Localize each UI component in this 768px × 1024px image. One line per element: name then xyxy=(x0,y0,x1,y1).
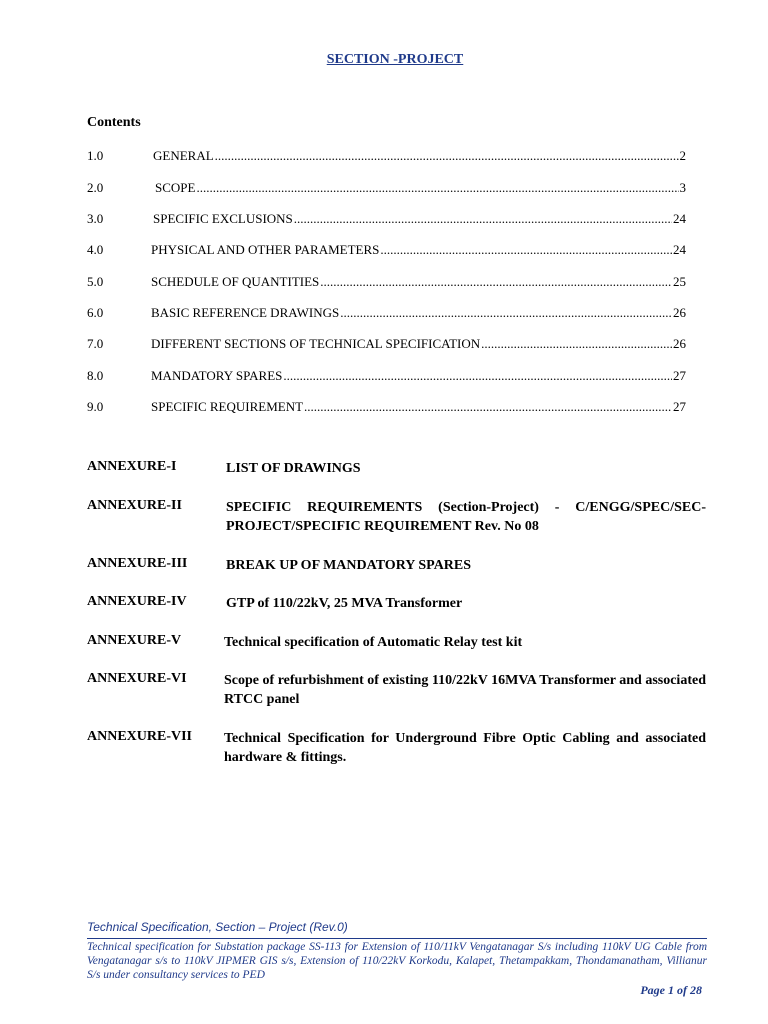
toc-page: 24 xyxy=(673,242,686,257)
toc-leader xyxy=(320,274,672,290)
section-title: SECTION -PROJECT xyxy=(326,52,464,67)
annexure-key: ANNEXURE-VII xyxy=(87,729,193,744)
toc-page: 26 xyxy=(673,336,686,351)
toc-entry[interactable] xyxy=(87,274,686,290)
toc-number: 8.0 xyxy=(87,368,104,383)
page-number: Page 1 of 28 xyxy=(640,983,702,997)
toc-page: 27 xyxy=(673,399,686,414)
toc-label: DIFFERENT SECTIONS OF TECHNICAL SPECIFICATION xyxy=(151,336,481,351)
footer-title: Technical Specification, Section – Project (Rev.0) xyxy=(87,920,348,934)
annexure-row xyxy=(87,633,706,652)
toc-entry[interactable] xyxy=(87,399,686,415)
toc-label: SPECIFIC REQUIREMENT xyxy=(151,399,304,414)
annexure-key: ANNEXURE-IV xyxy=(87,594,187,609)
toc-leader xyxy=(294,211,672,227)
annexure-key: ANNEXURE-V xyxy=(87,633,182,648)
toc-number: 2.0 xyxy=(87,180,104,195)
toc-entry[interactable] xyxy=(87,180,686,196)
annexure-row xyxy=(87,556,706,575)
toc-entry[interactable] xyxy=(87,305,686,321)
annexure-title: SPECIFIC REQUIREMENTS (Section-Project) - C/ENGG/SPEC/SEC-PROJECT/SPECIFIC REQUIREMENT Rev. No 08 xyxy=(226,500,706,534)
toc-page: 27 xyxy=(673,368,686,383)
contents-heading: Contents xyxy=(87,115,141,130)
toc-number: 1.0 xyxy=(87,148,104,163)
annexure-key: ANNEXURE-II xyxy=(87,498,182,513)
toc-page: 2 xyxy=(679,148,686,163)
toc-entry[interactable] xyxy=(87,368,686,384)
toc-label: SCOPE xyxy=(155,180,196,195)
toc-leader xyxy=(196,180,678,196)
toc-entry[interactable] xyxy=(87,336,686,352)
annexure-row xyxy=(87,459,706,478)
annexure-row xyxy=(87,729,706,767)
toc-leader xyxy=(481,336,672,352)
annexure-title: Technical specification of Automatic Relay test kit xyxy=(224,635,523,650)
annexure-title: Scope of refurbishment of existing 110/22kV 16MVA Transformer and associated RTCC panel xyxy=(224,673,706,707)
toc-page: 3 xyxy=(679,180,686,195)
annexure-key: ANNEXURE-I xyxy=(87,459,177,474)
annexure-key: ANNEXURE-VI xyxy=(87,671,187,686)
toc-label: SCHEDULE OF QUANTITIES xyxy=(151,274,320,289)
toc-label: PHYSICAL AND OTHER PARAMETERS xyxy=(151,242,380,257)
toc-label: BASIC REFERENCE DRAWINGS xyxy=(151,305,340,320)
toc-number: 7.0 xyxy=(87,336,104,351)
toc-page: 24 xyxy=(673,211,686,226)
toc-entry[interactable] xyxy=(87,148,686,164)
toc-page: 26 xyxy=(673,305,686,320)
annexure-title: BREAK UP OF MANDATORY SPARES xyxy=(226,558,472,573)
toc-leader xyxy=(340,305,672,321)
toc-number: 3.0 xyxy=(87,211,104,226)
toc-number: 4.0 xyxy=(87,242,104,257)
toc-entry[interactable] xyxy=(87,211,686,227)
toc-label: SPECIFIC EXCLUSIONS xyxy=(153,211,293,226)
toc-page: 25 xyxy=(673,274,686,289)
annexure-key: ANNEXURE-III xyxy=(87,556,188,571)
footer-divider xyxy=(87,938,707,939)
toc-leader xyxy=(215,148,679,164)
footer-description: Technical specification for Substation package SS-113 for Extension of 110/11kV Vengatanagar S/s including 110kV UG Cable from Vengatanagar s/s to 110kV JIPMER GIS s/s, Extension of 110/22kV Korkodu, Kalapet, Thetampakkam, Thondamanatham, Villianur S/s under consultancy services to PED xyxy=(87,941,707,981)
toc-label: GENERAL xyxy=(153,148,214,163)
toc-label: MANDATORY SPARES xyxy=(151,368,283,383)
annexure-title: Technical Specification for Underground Fibre Optic Cabling and associated hardware & fittings. xyxy=(224,731,706,765)
toc-leader xyxy=(304,399,672,415)
annexure-title: LIST OF DRAWINGS xyxy=(226,461,361,476)
toc-leader xyxy=(283,368,672,384)
toc-number: 6.0 xyxy=(87,305,104,320)
annexure-title: GTP of 110/22kV, 25 MVA Transformer xyxy=(226,596,463,611)
toc-number: 5.0 xyxy=(87,274,104,289)
annexure-row xyxy=(87,671,706,709)
toc-number: 9.0 xyxy=(87,399,104,414)
toc-entry[interactable] xyxy=(87,242,686,258)
annexure-row xyxy=(87,594,706,613)
annexure-row xyxy=(87,498,706,536)
toc-leader xyxy=(380,242,672,258)
